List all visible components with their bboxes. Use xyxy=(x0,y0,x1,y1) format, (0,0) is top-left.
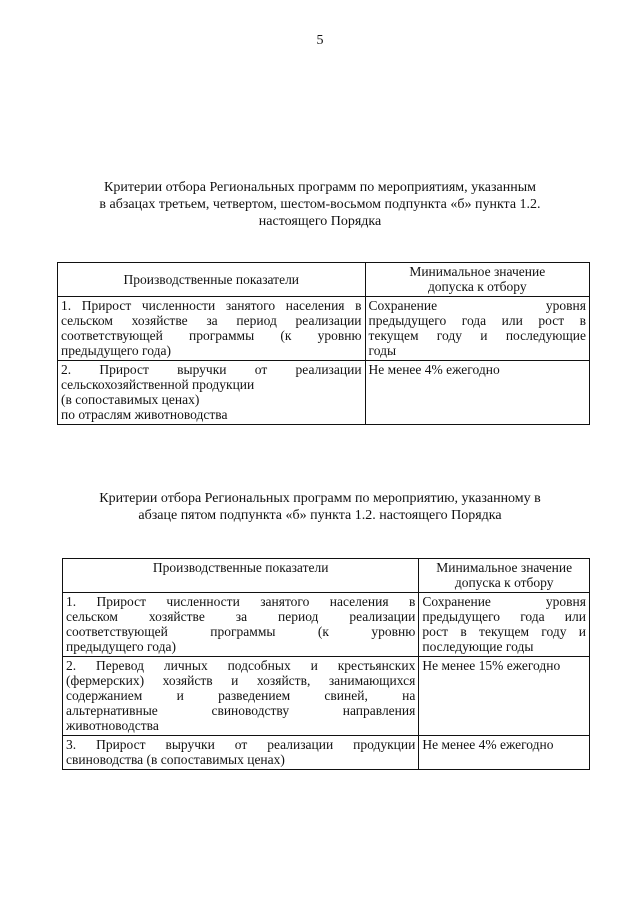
table-row xyxy=(58,361,590,425)
section2-heading xyxy=(40,490,600,524)
table-row xyxy=(63,593,590,657)
cell-line: свиноводства (в сопоставимых ценах) xyxy=(66,752,285,767)
table-row xyxy=(63,657,590,736)
cell-line: Не менее 4% ежегодно xyxy=(368,362,500,377)
cell-line: предыдущего года) xyxy=(61,343,171,358)
cell-line: (в сопоставимых ценах) xyxy=(61,392,200,407)
value-cell xyxy=(365,361,589,425)
cell-line: сельском хозяйстве за период реализации xyxy=(66,609,416,624)
cell-line: животноводства xyxy=(66,718,159,733)
cell-line: текущем году и последующие xyxy=(368,328,586,343)
value-cell xyxy=(419,736,590,770)
cell-line: предыдущего года или xyxy=(422,609,586,624)
cell-line: 2. Прирост выручки от реализации xyxy=(61,362,362,377)
cell-line: 1. Прирост численности занятого населения в xyxy=(61,298,362,313)
page-number: 5 xyxy=(316,33,324,48)
cell-line: Не менее 15% ежегодно xyxy=(422,658,561,673)
header-line: Минимальное значение xyxy=(409,264,546,279)
cell-line: предыдущего года или рост в xyxy=(368,313,586,328)
cell-line: альтернативные свиноводству направления xyxy=(66,703,416,718)
cell-line: сельскохозяйственной продукции xyxy=(61,377,255,392)
cell-line: сельском хозяйстве за период реализации xyxy=(61,313,362,328)
table-header-row xyxy=(58,263,590,297)
column-header-min-value xyxy=(419,559,590,593)
column-header-indicators: Производственные показатели xyxy=(58,263,366,297)
heading-line: в абзацах третьем, четвертом, шестом-восьмом подпункта «б» пункта 1.2. xyxy=(99,197,541,212)
criteria-table-2 xyxy=(62,558,590,770)
cell-line: Сохранение уровня xyxy=(422,594,586,609)
heading-line: настоящего Порядка xyxy=(258,214,382,229)
value-cell xyxy=(365,297,589,361)
header-line: Минимальное значение xyxy=(436,560,573,575)
cell-line: по отраслям животноводства xyxy=(61,407,228,422)
cell-line: годы xyxy=(368,343,397,358)
indicator-cell xyxy=(63,593,419,657)
indicator-cell xyxy=(63,657,419,736)
cell-line: Не менее 4% ежегодно xyxy=(422,737,554,752)
indicator-cell xyxy=(58,361,366,425)
indicator-cell xyxy=(58,297,366,361)
indicator-cell xyxy=(63,736,419,770)
cell-line: содержанием и разведением свиней, на xyxy=(66,688,416,703)
cell-line: Сохранение уровня xyxy=(368,298,586,313)
table-header-row xyxy=(63,559,590,593)
criteria-table-1 xyxy=(57,262,590,425)
cell-line: соответствующей программы (к уровню xyxy=(66,624,416,639)
cell-line: последующие годы xyxy=(422,639,534,654)
value-cell xyxy=(419,657,590,736)
cell-line: (фермерских) хозяйств и хозяйств, занимающихся xyxy=(66,673,416,688)
value-cell xyxy=(419,593,590,657)
cell-line: 3. Прирост выручки от реализации продукции xyxy=(66,737,416,752)
section1-heading xyxy=(40,179,600,230)
cell-line: соответствующей программы (к уровню xyxy=(61,328,362,343)
cell-line: рост в текущем году и xyxy=(422,624,586,639)
heading-line: абзаце пятом подпункта «б» пункта 1.2. настоящего Порядка xyxy=(138,508,502,523)
header-line: допуска к отбору xyxy=(454,575,554,590)
heading-line: Критерии отбора Региональных программ по мероприятию, указанному в xyxy=(99,491,541,506)
cell-line: предыдущего года) xyxy=(66,639,176,654)
cell-line: 1. Прирост численности занятого населения в xyxy=(66,594,416,609)
header-line: допуска к отбору xyxy=(427,279,527,294)
column-header-min-value xyxy=(365,263,589,297)
heading-line: Критерии отбора Региональных программ по мероприятиям, указанным xyxy=(104,180,536,195)
column-header-indicators: Производственные показатели xyxy=(63,559,419,593)
cell-line: 2. Перевод личных подсобных и крестьянских xyxy=(66,658,416,673)
table-row xyxy=(63,736,590,770)
table-row xyxy=(58,297,590,361)
